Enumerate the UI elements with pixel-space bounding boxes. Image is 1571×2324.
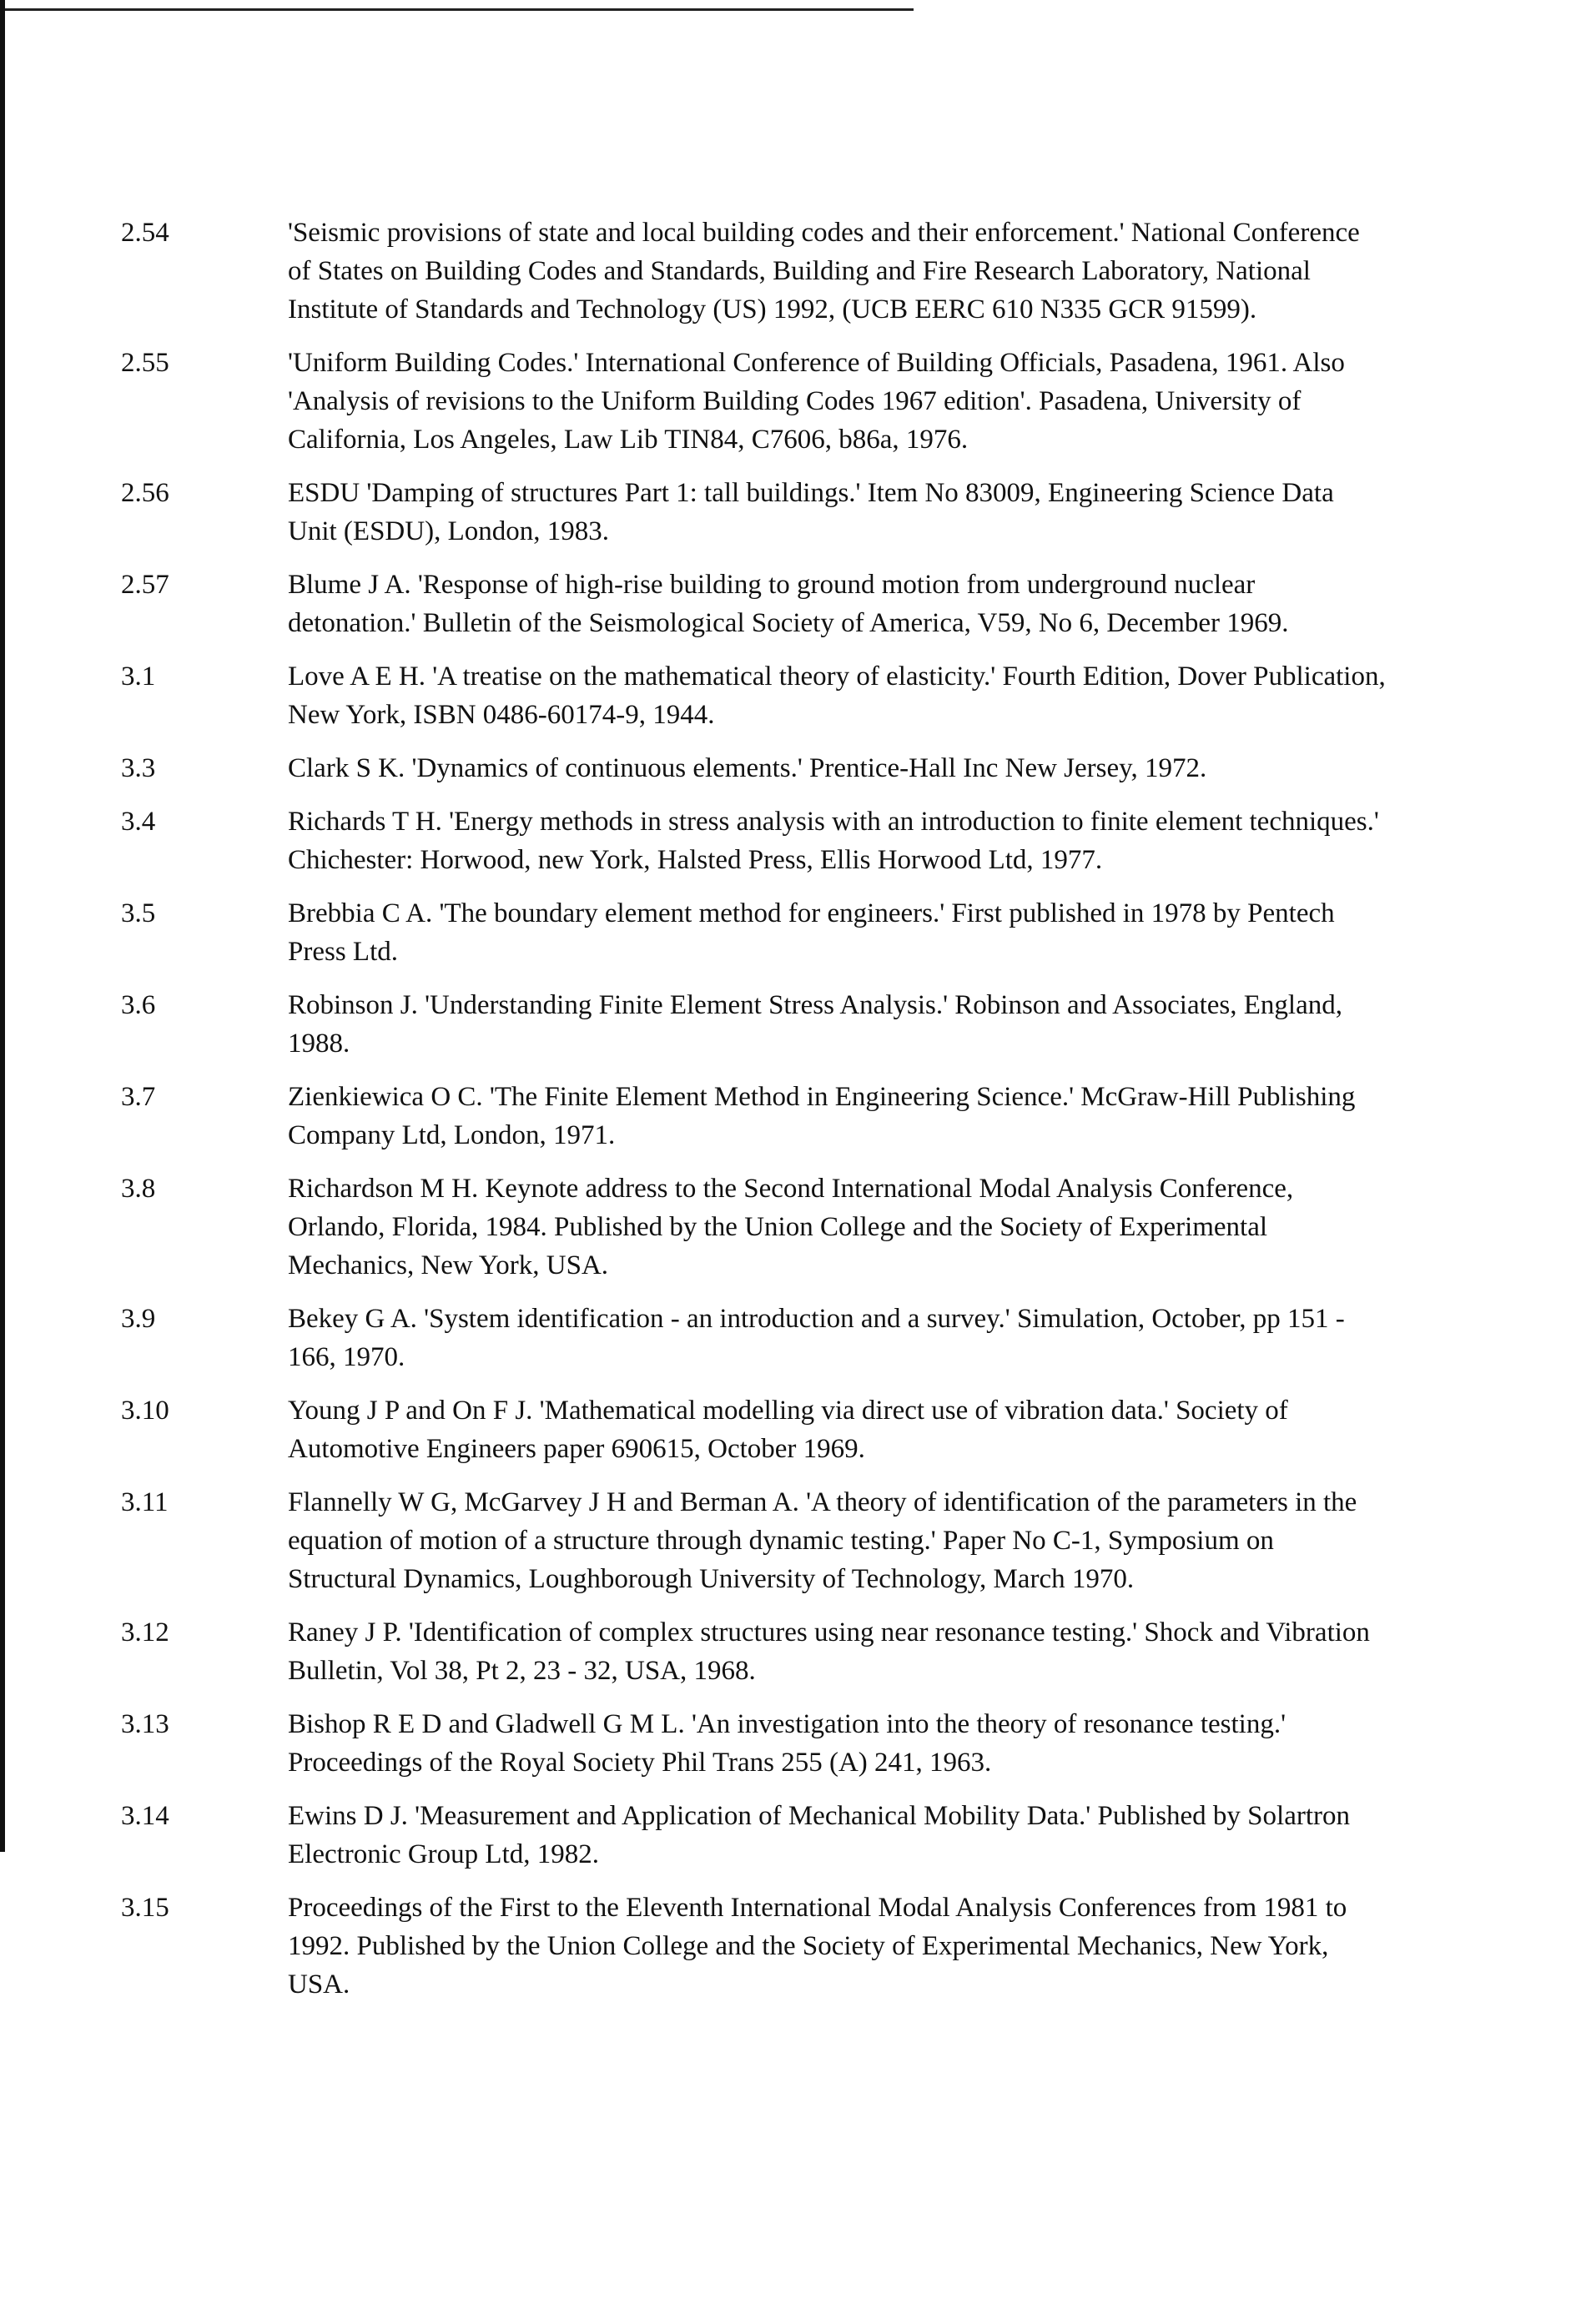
reference-text: Brebbia C A. 'The boundary element method for engineers.' First published in 1978 by Pentech Press Ltd. [288,898,1335,967]
reference-text: Flannelly W G, McGarvey J H and Berman A. 'A theory of identification of the parameters in the equation of motion of a structure through dynamic testing.' Paper No C-1, Symposium on Structural Dynamics, Loughborough University of Technology, March 1970. [288,1487,1357,1594]
reference-item [0,802,1571,879]
reference-text: Richards T H. 'Energy methods in stress analysis with an introduction to finite element techniques.' Chichester: Horwood, new York, Halsted Press, Ellis Horwood Ltd, 1977. [288,807,1379,875]
reference-number: 3.8 [121,1174,156,1204]
reference-number: 3.15 [121,1893,169,1923]
reference-item [0,1391,1571,1468]
reference-text: Love A E H. 'A treatise on the mathematical theory of elasticity.' Fourth Edition, Dover Publication, New York, ISBN 0486-60174-9, 1944. [288,661,1386,730]
reference-item [0,214,1571,329]
reference-number: 3.11 [121,1487,169,1517]
reference-text: 'Seismic provisions of state and local building codes and their enforcement.' National Conference of States on Building Codes and Standards, Building and Fire Research Laboratory, National Institute of Standards and Technology (US) 1992, (UCB EERC 610 N335 GCR 91599). [288,218,1360,324]
reference-number: 3.12 [121,1617,169,1647]
reference-item [0,894,1571,971]
reference-item [0,1705,1571,1782]
reference-item [0,1483,1571,1598]
reference-number: 3.4 [121,807,156,837]
reference-item [0,1613,1571,1690]
reference-item [0,1889,1571,2004]
reference-text: Bishop R E D and Gladwell G M L. 'An investigation into the theory of resonance testing.' Proceedings of the Royal Society Phil Trans 255 (A) 241, 1963. [288,1709,1287,1778]
reference-item [0,1078,1571,1154]
reference-text: ESDU 'Damping of structures Part 1: tall buildings.' Item No 83009, Engineering Science Data Unit (ESDU), London, 1983. [288,478,1334,546]
reference-item [0,1797,1571,1874]
reference-item [0,1170,1571,1285]
reference-number: 3.5 [121,898,156,928]
reference-number: 3.9 [121,1304,156,1334]
reference-item [0,657,1571,734]
reference-text: Ewins D J. 'Measurement and Application of Mechanical Mobility Data.' Published by Solartron Electronic Group Ltd, 1982. [288,1801,1350,1869]
reference-number: 3.10 [121,1396,169,1426]
reference-number: 2.56 [121,478,169,508]
reference-number: 2.57 [121,570,169,600]
scan-top-rule [0,8,914,11]
reference-item [0,749,1571,787]
reference-item [0,986,1571,1063]
reference-number: 3.7 [121,1082,156,1112]
reference-number: 2.54 [121,218,169,248]
reference-number: 2.55 [121,348,169,378]
reference-number: 3.3 [121,753,156,783]
reference-text: Zienkiewica O C. 'The Finite Element Method in Engineering Science.' McGraw-Hill Publishing Company Ltd, London, 1971. [288,1082,1356,1150]
reference-item [0,1300,1571,1376]
reference-text: 'Uniform Building Codes.' International Conference of Building Officials, Pasadena, 1961. Also 'Analysis of revisions to the Uniform Building Codes 1967 edition'. Pasadena, University of California, Los Angeles, Law Lib TIN84, C7606, b86a, 1976. [288,348,1345,455]
reference-text: Clark S K. 'Dynamics of continuous elements.' Prentice-Hall Inc New Jersey, 1972. [288,753,1207,783]
reference-text: Young J P and On F J. 'Mathematical modelling via direct use of vibration data.' Society of Automotive Engineers paper 690615, October 1969. [288,1396,1288,1464]
reference-number: 3.6 [121,990,156,1020]
reference-number: 3.14 [121,1801,169,1831]
reference-text: Raney J P. 'Identification of complex structures using near resonance testing.' Shock and Vibration Bulletin, Vol 38, Pt 2, 23 - 32, USA, 1968. [288,1617,1370,1686]
reference-item [0,344,1571,459]
reference-text: Richardson M H. Keynote address to the Second International Modal Analysis Conference, Orlando, Florida, 1984. Published by the Union College and the Society of Experimental Mechanics, New York, USA. [288,1174,1294,1280]
reference-list [0,214,1571,2019]
reference-number: 3.1 [121,661,156,692]
reference-number: 3.13 [121,1709,169,1739]
reference-text: Bekey G A. 'System identification - an introduction and a survey.' Simulation, October, pp 151 - 166, 1970. [288,1304,1345,1372]
reference-item [0,474,1571,551]
reference-item [0,566,1571,642]
reference-text: Blume J A. 'Response of high-rise building to ground motion from underground nuclear detonation.' Bulletin of the Seismological Society of America, V59, No 6, December 1969. [288,570,1289,638]
reference-text: Proceedings of the First to the Eleventh International Modal Analysis Conferences from 1981 to 1992. Published by the Union College and the Society of Experimental Mechanics, New York, USA. [288,1893,1347,2000]
reference-text: Robinson J. 'Understanding Finite Element Stress Analysis.' Robinson and Associates, England, 1988. [288,990,1342,1059]
